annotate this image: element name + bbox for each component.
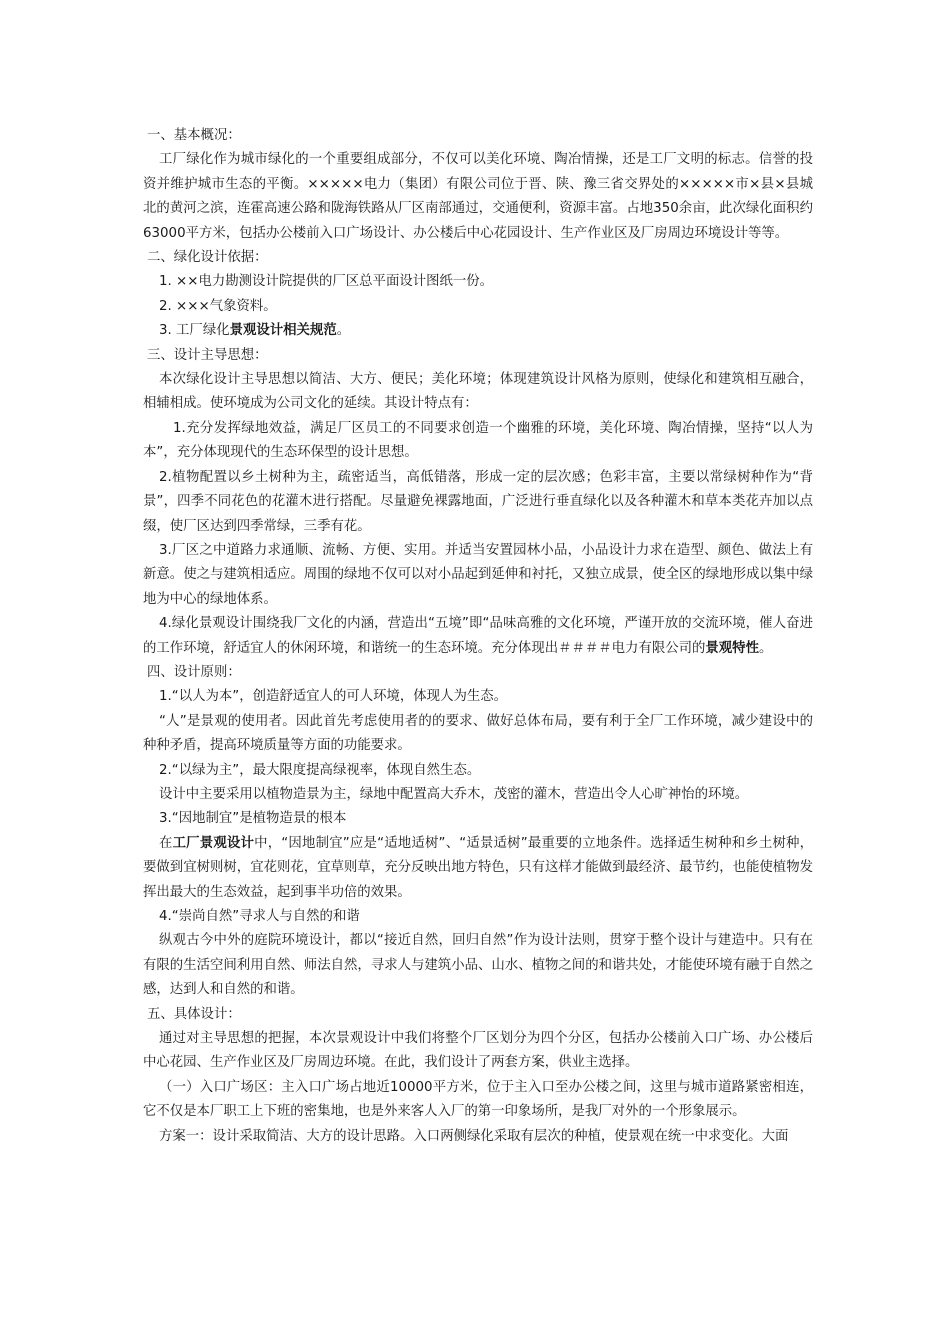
paragraph-text: 3.厂区之中道路力求通顺、流畅、方便、实用。并适当安置园林小品，小品设计力求在造型、颜色、做法上有新意。使之与建筑相适应。周围的绿地不仅可以对小品起到延伸和衬托，又独立成景，使全区的绿地形成以集中绿地为中心的绿地体系。 <box>143 542 813 607</box>
list-item-text: 2. ×××气象资料。 <box>159 298 277 314</box>
paragraph-text: 1.“以人为本”，创造舒适宜人的可人环境，体现人为生态。 <box>159 689 508 705</box>
paragraph-concept <box>143 368 813 417</box>
section-heading-overview <box>143 124 813 148</box>
principle-3-body <box>143 832 813 905</box>
paragraph-entrance-plaza <box>143 1076 813 1125</box>
paragraph-text: 工厂绿化作为城市绿化的一个重要组成部分，不仅可以美化环境、陶冶情操，还是工厂文明的标志。信誉的投资并维护城市生态的平衡。×××××电力（集团）有限公司位于晋、陕、豫三省交界处的×××××市×县×县城北的黄河之滨，连霍高速公路和陇海铁路从厂区南部通过，交通便利，资源丰富。占地350余亩，此次绿化面积约63000平方米，包括办公楼前入口广场设计、办公楼后中心花园设计、生产作业区及厂房周边环境设计等等。 <box>143 152 813 241</box>
paragraph-plan-one <box>143 1125 813 1149</box>
paragraph-overview <box>143 148 813 246</box>
paragraph-text: （一）入口广场区：主入口广场占地近10000平方米，位于主入口至办公楼之间，这里与城市道路紧密相连，它不仅是本厂职工上下班的密集地，也是外来客人入厂的第一印象场所，是我厂对外的一个形象展示。 <box>143 1079 813 1120</box>
paragraph-text: “人”是景观的使用者。因此首先考虑使用者的的要求、做好总体布局，要有利于全厂工作环境，减少建设中的种种矛盾，提高环境质量等方面的功能要求。 <box>143 713 813 754</box>
list-item-basis-3 <box>143 319 813 343</box>
bold-text: 景观特性 <box>705 640 759 656</box>
list-item-basis-1 <box>143 270 813 294</box>
heading-text: 五、具体设计： <box>147 1006 241 1022</box>
list-item-text: 3. 工厂绿化 <box>159 323 230 339</box>
paragraph-text: 1.充分发挥绿地效益，满足厂区员工的不同要求创造一个幽雅的环境，美化环境、陶冶情操，坚持“以人为本”，充分体现现代的生态环保型的设计思想。 <box>143 420 813 461</box>
principle-3-title <box>143 807 813 831</box>
paragraph-text: 4.“崇尚自然”寻求人与自然的和谐 <box>159 909 360 924</box>
section-heading-basis <box>143 246 813 270</box>
paragraph-tail: 。 <box>758 640 773 656</box>
heading-text: 四、设计原则： <box>147 664 241 680</box>
bold-text: 景观设计相关规范 <box>229 323 337 339</box>
principle-1-body <box>143 710 813 759</box>
paragraph-text: 3.“因地制宜”是植物造景的根本 <box>159 811 347 827</box>
paragraph-feature-4 <box>143 612 813 661</box>
paragraph-feature-2 <box>143 466 813 539</box>
paragraph-text: 纵观古今中外的庭院环境设计，都以“接近自然，回归自然”作为设计法则，贯穿于整个设计与建造中。只有在有限的生活空间利用自然、师法自然，寻求人与建筑小品、山水、植物之间的和谐共处，才能使环境有融于自然之感，达到人和自然的和谐。 <box>143 933 813 998</box>
paragraph-detail-intro <box>143 1027 813 1076</box>
paragraph-text: 本次绿化设计主导思想以简洁、大方、便民；美化环境；体现建筑设计风格为原则，使绿化和建筑相互融合，相辅相成。使环境成为公司文化的延续。其设计特点有： <box>143 372 813 412</box>
section-heading-concept <box>143 344 813 368</box>
section-heading-detail <box>143 1003 813 1027</box>
bold-text: 工厂景观设计 <box>172 835 255 851</box>
section-heading-principles <box>143 661 813 685</box>
paragraph-text: 设计中主要采用以植物造景为主，绿地中配置高大乔木，茂密的灌木，营造出令人心旷神怡的环境。 <box>159 786 749 802</box>
heading-text: 一、基本概况： <box>147 128 241 143</box>
principle-4-body <box>143 929 813 1002</box>
paragraph-text: 2.植物配置以乡土树种为主，疏密适当，高低错落，形成一定的层次感；色彩丰富，主要以常绿树种作为“背景”，四季不同花色的花灌木进行搭配。尽量避免裸露地面，广泛进行垂直绿化以及各种灌木和草本类花卉加以点缀，使厂区达到四季常绿，三季有花。 <box>143 469 813 534</box>
principle-1-title <box>143 685 813 709</box>
paragraph-text: 方案一：设计采取简洁、大方的设计思路。入口两侧绿化采取有层次的种植，使景观在统一中求变化。大面 <box>159 1128 789 1144</box>
document-body <box>143 124 813 1149</box>
heading-text: 三、设计主导思想： <box>147 347 268 363</box>
paragraph-tail: 中，“因地制宜”应是“适地适树”、“适景适树”最重要的立地条件。选择适生树种和乡土树种，要做到宜树则树，宜花则花，宜草则草，充分反映出地方特色，只有这样才能做到最经济、最节约，也能使植物发挥出最大的生态效益，起到事半功倍的效果。 <box>143 835 814 900</box>
heading-text: 二、绿化设计依据： <box>147 250 268 266</box>
list-item-text: 1. ××电力勘测设计院提供的厂区总平面设计图纸一份。 <box>159 274 494 290</box>
paragraph-text: 通过对主导思想的把握，本次景观设计中我们将整个厂区划分为四个分区，包括办公楼前入口广场、办公楼后中心花园、生产作业区及厂房周边环境。在此，我们设计了两套方案，供业主选择。 <box>143 1031 813 1071</box>
paragraph-text: 在 <box>159 835 173 851</box>
list-item-tail: 。 <box>336 323 351 339</box>
list-item-basis-2 <box>143 295 813 319</box>
paragraph-feature-1 <box>143 417 813 466</box>
principle-2-body <box>143 783 813 807</box>
principle-4-title <box>143 905 813 929</box>
paragraph-text: 4.绿化景观设计围绕我厂文化的内涵，营造出“五境”即“品味高雅的文化环境，严谨开放的交流环境，催人奋进的工作环境，舒适宜人的休闲环境，和谐统一的生态环境。充分体现出＃＃＃＃电力有限公司的 <box>143 616 813 656</box>
principle-2-title <box>143 759 813 783</box>
paragraph-text: 2.“以绿为主”，最大限度提高绿视率，体现自然生态。 <box>159 762 481 778</box>
paragraph-feature-3 <box>143 539 813 612</box>
